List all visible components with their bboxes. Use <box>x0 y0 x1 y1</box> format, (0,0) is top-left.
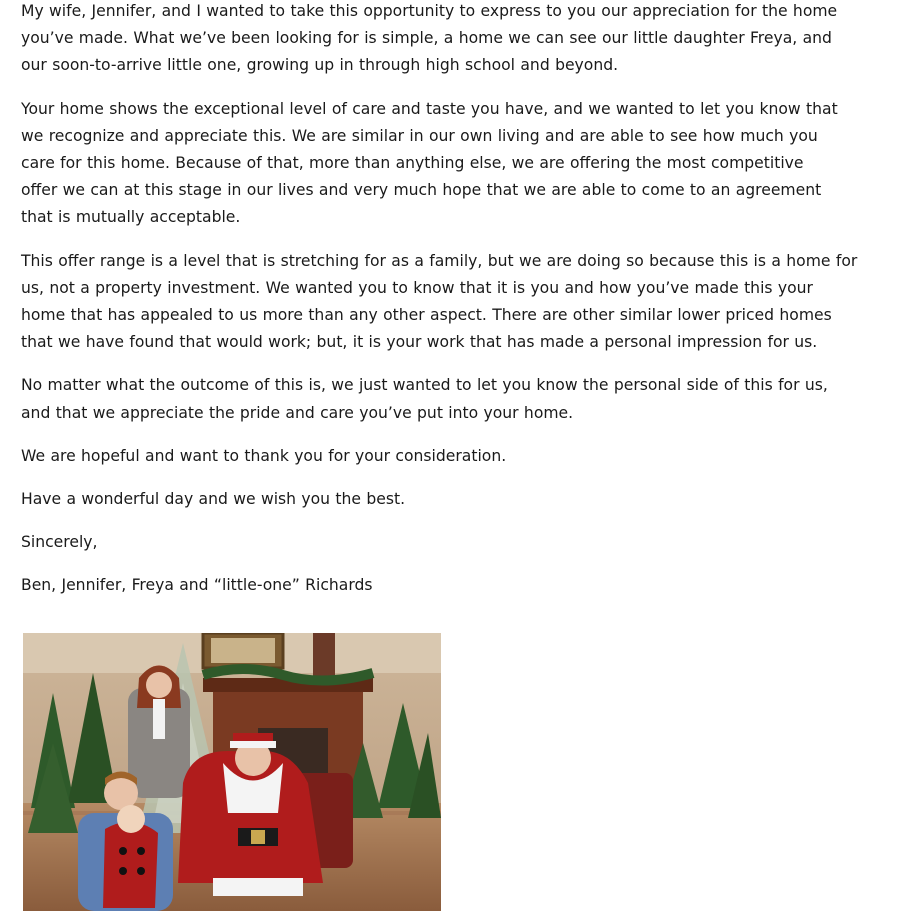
text-line: that is mutually acceptable. <box>21 208 241 227</box>
letter-paragraph-6 <box>21 486 891 513</box>
text-line: No matter what the outcome of this is, we just wanted to let you know the personal side of this for us, <box>21 376 828 395</box>
letter-paragraph-4 <box>21 372 891 426</box>
letter-paragraph-1 <box>21 0 891 80</box>
text-line: our soon-to-arrive little one, growing up in through high school and beyond. <box>21 56 619 75</box>
text-line: Ben, Jennifer, Freya and “little-one” Richards <box>21 576 373 595</box>
text-line: home that has appealed to us more than any other aspect. There are other similar lower priced homes <box>21 306 832 325</box>
letter-paragraph-3 <box>21 248 891 357</box>
text-line: Sincerely, <box>21 533 98 552</box>
family-photo <box>23 633 441 911</box>
letter-body <box>21 0 891 616</box>
letter-signature <box>21 572 891 599</box>
text-line: us, not a property investment. We wanted you to know that it is you and how you’ve made this your <box>21 278 813 297</box>
text-line: This offer range is a level that is stretching for as a family, but we are doing so because this is a home for <box>21 251 858 270</box>
text-line: My wife, Jennifer, and I wanted to take this opportunity to express to you our appreciation for the home <box>21 2 838 20</box>
text-line: that we have found that would work; but, it is your work that has made a personal impression for us. <box>21 333 818 352</box>
letter-paragraph-5 <box>21 443 891 470</box>
text-line: and that we appreciate the pride and care you’ve put into your home. <box>21 403 574 422</box>
text-line: offer we can at this stage in our lives and very much hope that we are able to come to an agreement <box>21 181 822 200</box>
text-line: care for this home. Because of that, more than anything else, we are offering the most competitive <box>21 154 804 173</box>
text-line: Have a wonderful day and we wish you the best. <box>21 490 406 509</box>
text-line: Your home shows the exceptional level of care and taste you have, and we wanted to let you know that <box>21 99 838 118</box>
text-line: we recognize and appreciate this. We are similar in our own living and are able to see how much you <box>21 126 818 145</box>
letter-closing <box>21 529 891 556</box>
letter-paragraph-2 <box>21 96 891 232</box>
text-line: you’ve made. What we’ve been looking for is simple, a home we can see our little daughter Freya, and <box>21 29 832 48</box>
text-line: We are hopeful and want to thank you for your consideration. <box>21 446 507 465</box>
